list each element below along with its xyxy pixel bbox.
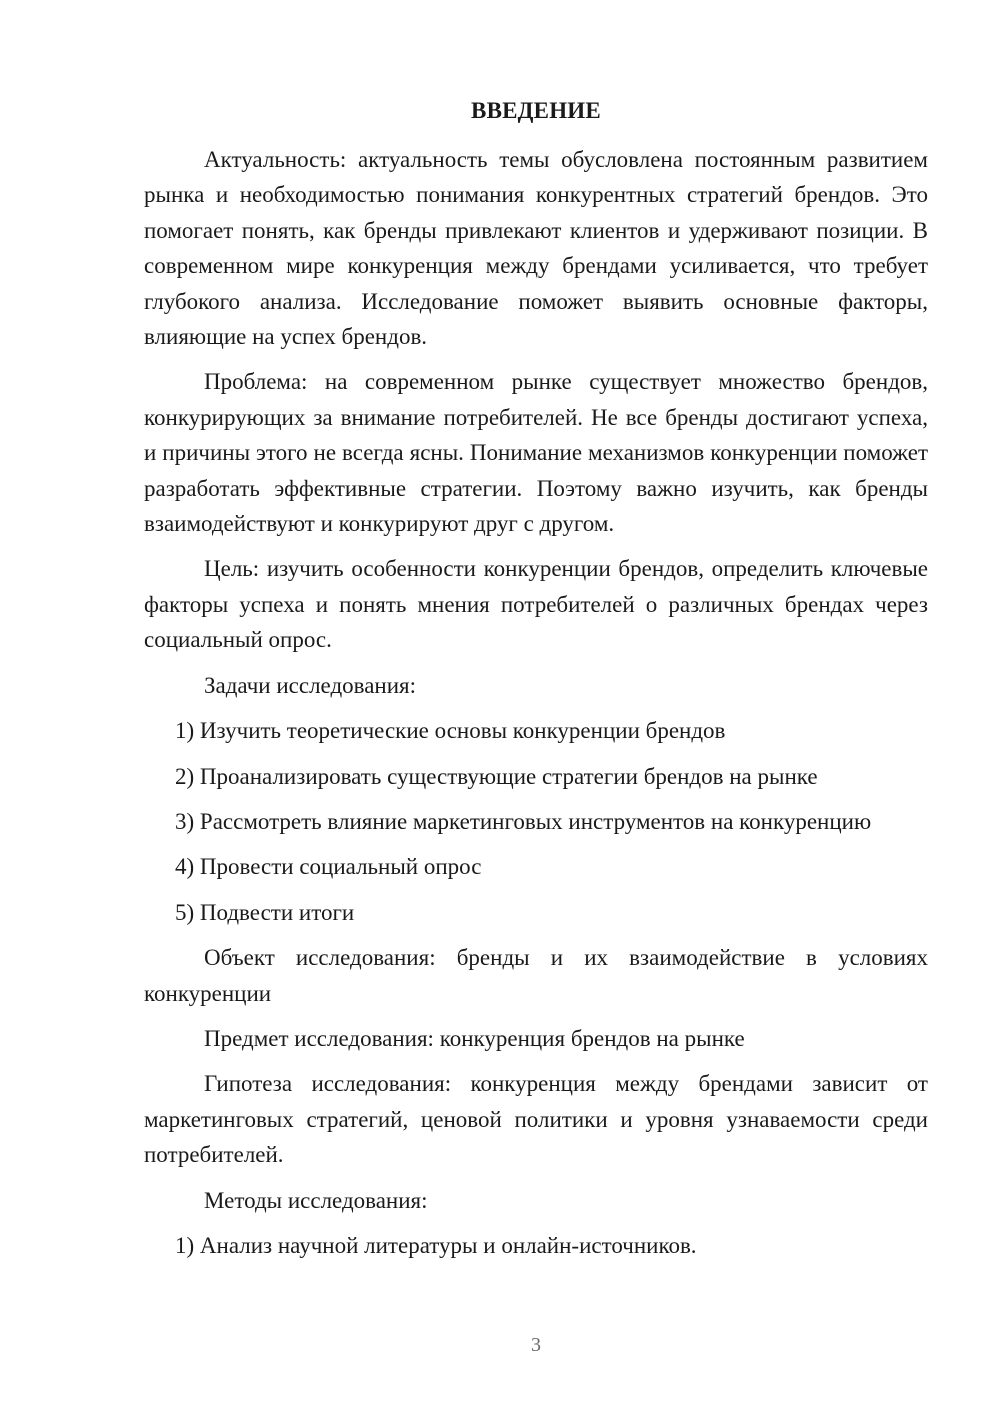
list-item: 4) Провести социальный опрос — [175, 854, 482, 880]
list-item: 1) Изучить теоретические основы конкуренции брендов — [175, 718, 726, 744]
subject-paragraph: Предмет исследования: конкуренция брендов на рынке — [204, 1025, 745, 1051]
tasks-list — [144, 713, 928, 930]
relevance-paragraph: Актуальность: актуальность темы обусловлена постоянным развитием рынка и необходимостью понимания конкурентных стратегий брендов. Это помогает понять, как бренды привлекают клиентов и удерживают позиции. В современном мире конкуренция между брендами усиливается, что требует глубокого анализа. Исследование поможет выявить основные факторы, влияющие на успех брендов. — [144, 147, 928, 350]
list-item: 3) Рассмотреть влияние маркетинговых инструментов на конкуренцию — [175, 808, 872, 834]
hypothesis-paragraph: Гипотеза исследования: конкуренция между брендами зависит от маркетинговых стратегий, ценовой политики и уровня узнаваемости среди потребителей. — [144, 1071, 928, 1168]
list-item: 1) Анализ научной литературы и онлайн-источников. — [175, 1232, 697, 1258]
object-paragraph: Объект исследования: бренды и их взаимодействие в условиях конкуренции — [144, 945, 928, 1006]
document-body — [144, 142, 928, 1273]
list-item: 5) Подвести итоги — [175, 899, 355, 925]
page-title: ВВЕДЕНИЕ — [471, 98, 601, 123]
list-item: 2) Проанализировать существующие стратегии брендов на рынке — [175, 763, 818, 789]
problem-paragraph: Проблема: на современном рынке существует множество брендов, конкурирующих за внимание потребителей. Не все бренды достигают успеха, и причины этого не всегда ясны. Понимание механизмов конкуренции поможет разработать эффективные стратегии. Поэтому важно изучить, как бренды взаимодействуют и конкурируют друг с другом. — [144, 369, 928, 537]
methods-heading: Методы исследования: — [204, 1187, 428, 1213]
tasks-heading: Задачи исследования: — [204, 672, 417, 698]
methods-list — [144, 1228, 928, 1263]
goal-paragraph: Цель: изучить особенности конкуренции брендов, определить ключевые факторы успеха и понять мнения потребителей о различных брендах через социальный опрос. — [144, 556, 928, 653]
page-number: 3 — [531, 1334, 541, 1356]
